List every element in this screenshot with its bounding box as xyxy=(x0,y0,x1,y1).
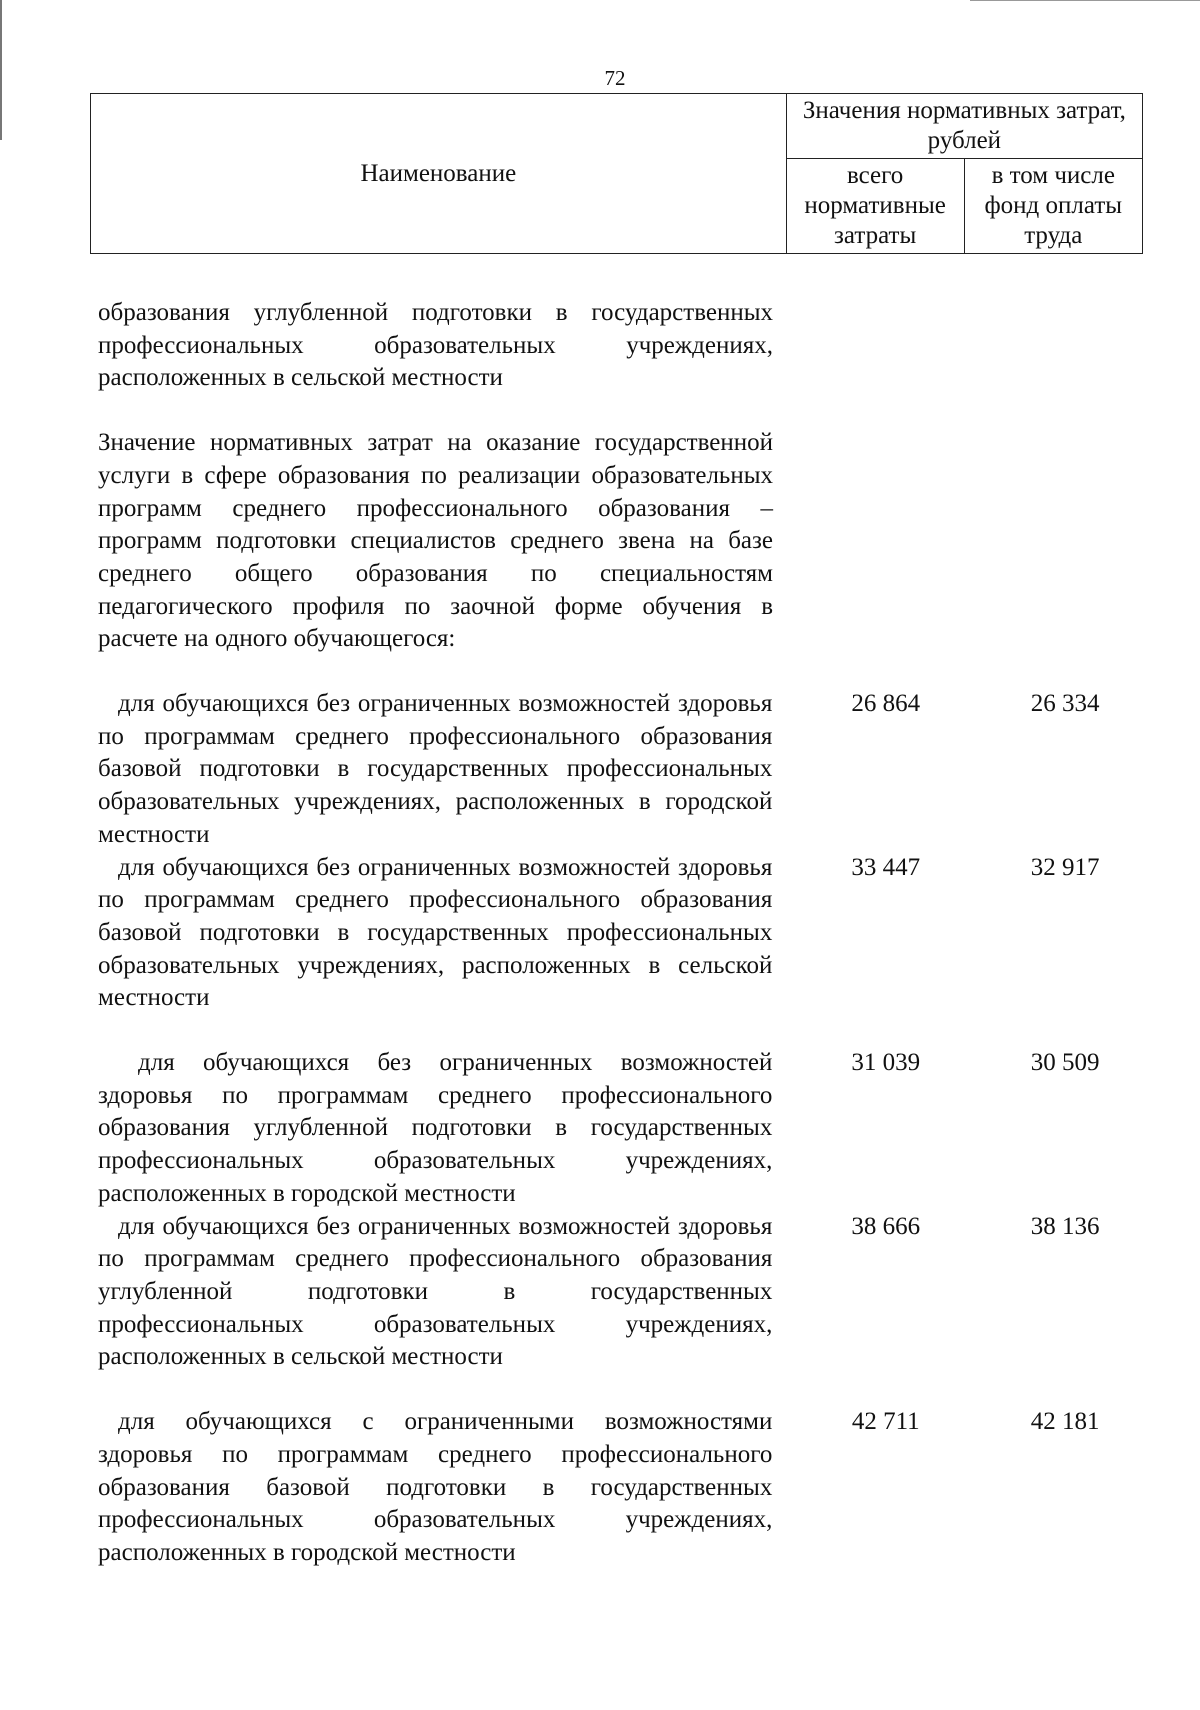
row-description: для обучающихся без ограниченных возможностей здоровья по программам среднего профессионального образования базовой подготовки в государственных профессиональных образовательных учреждениях, расположенных в сельской местности xyxy=(98,853,773,1012)
row-description: для обучающихся без ограниченных возможностей здоровья по программам среднего профессионального образования углубленной подготовки в государственных профессиональных образовательных учреждениях, расположенных в сельской местности xyxy=(98,1212,773,1371)
row-description: для обучающихся без ограниченных возможностей здоровья по программам среднего профессионального образования углубленной подготовки в государственных профессиональных образовательных учреждениях, расположенных в городской местности xyxy=(98,1049,773,1207)
header-total: всего нормативные затраты xyxy=(786,159,964,254)
section-title: Значение нормативных затрат на оказание государственной услуги в сфере образования по реализации образовательных программ среднего профессионального образования – программ подготовки специалистов среднего звена на базе среднего общего образования по специальностям педагогического профиля по заочной форме обучения в расчете на одного обучающегося: xyxy=(98,429,773,653)
scan-edge-mark xyxy=(0,0,2,140)
intro-tail-row xyxy=(98,297,1143,395)
row-fund-value: 26 334 xyxy=(1030,690,1100,718)
intro-tail-text: образования углубленной подготовки в государственных профессиональных образовательных учреждениях, расположенных в сельской местности xyxy=(98,299,773,392)
page-number: 72 xyxy=(604,66,626,90)
scan-edge-line xyxy=(970,0,1200,1)
row-fund-value: 42 181 xyxy=(1030,1408,1100,1436)
table-header xyxy=(90,93,1143,254)
row-fund-value: 38 136 xyxy=(1030,1212,1100,1240)
row-fund-value: 30 509 xyxy=(1030,1049,1100,1077)
header-name: Наименование xyxy=(91,94,787,254)
row-description: для обучающихся с ограниченными возможностями здоровья по программам среднего профессионального образования базовой подготовки в государственных профессиональных образовательных учреждениях, расположенных в городской местности xyxy=(98,1408,773,1566)
row-fund-value: 32 917 xyxy=(1030,853,1100,881)
row-total-value: 26 864 xyxy=(851,690,921,718)
row-total-value: 33 447 xyxy=(851,853,921,881)
table-row xyxy=(98,688,1143,852)
row-total-value: 42 711 xyxy=(851,1408,920,1436)
header-fund: в том числе фонд оплаты труда xyxy=(964,159,1142,254)
table-row xyxy=(98,852,1143,1016)
table-row xyxy=(98,1047,1143,1211)
row-total-value: 31 039 xyxy=(851,1049,921,1077)
table-row xyxy=(98,1406,1143,1570)
section-title-row xyxy=(98,427,1143,656)
row-total-value: 38 666 xyxy=(851,1212,921,1240)
row-description: для обучающихся без ограниченных возможностей здоровья по программам среднего профессионального образования базовой подготовки в государственных профессиональных образовательных учреждениях, расположенных в городской местности xyxy=(98,690,773,848)
table-body xyxy=(98,297,1143,1570)
header-values-group: Значения нормативных затрат, рублей xyxy=(786,94,1142,159)
table-row xyxy=(98,1211,1143,1375)
